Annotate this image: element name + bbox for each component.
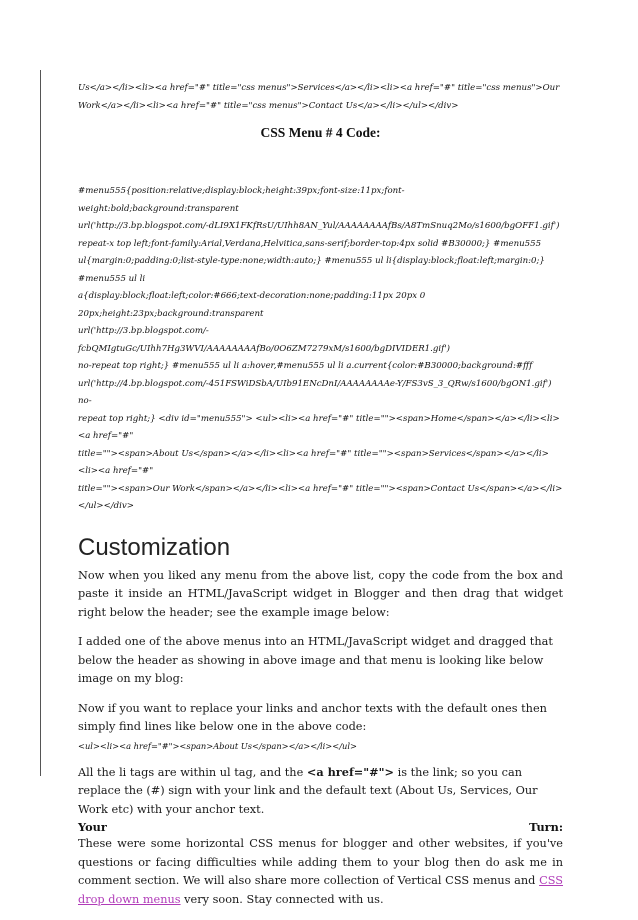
code-line: Us</a></li><li><a href="#" title="css menus">Services</a></li><li><a href="#" title="css menus">Our	[78, 83, 560, 93]
code-snippet-top	[78, 80, 563, 115]
anchor-tag-code: <a href="#">	[306, 764, 394, 779]
code-line: title=""><span>About Us</span></a></li><li><a href="#" title=""><span>Services</span></a></li><li><a href="#"	[78, 448, 549, 476]
your-turn-right: Turn:	[529, 820, 563, 834]
paragraph-li-tags	[78, 763, 563, 820]
code-line: ul{margin:0;padding:0;list-style-type:none;width:auto;} #menu555 ul li{display:block;float:left;margin:0;} #menu555 ul li	[78, 256, 545, 284]
paragraph-replace-links: Now if you want to replace your links and anchor texts with the default ones then simply find lines like below one in the above code:	[78, 701, 547, 733]
code-line: a{display:block;float:left;color:#666;text-decoration:none;padding:11px 20px 0 20px;height:23px;background:transparent	[78, 291, 426, 319]
code-line: url('http://3.bp.blogspot.com/-dLI9X1FKfRsU/UIhh8AN_Yul/AAAAAAAAfBs/A8TmSnuq2Mo/s1600/bgOFF1.gif')	[78, 221, 560, 231]
code-line: Work</a></li><li><a href="#" title="css menus">Contact Us</a></li></ul></div>	[78, 100, 459, 111]
code-line: title=""><span>Our Work</span></a></li><li><a href="#" title=""><span>Contact Us</span></a></li></ul></div>	[78, 483, 563, 511]
paragraph-text: These were some horizontal CSS menus for blogger and other websites, if you've questions or facing difficulties while adding them to your blog then do ask me in comment section. We will also share more collection of Vertical CSS menus and	[78, 837, 563, 887]
paragraph-added-menu: I added one of the above menus into an HTML/JavaScript widget and dragged that below the header as showing in above image and that menu is looking like below image on my blog:	[78, 635, 553, 685]
customization-heading: Customization	[78, 533, 231, 561]
paragraph-text: is the link; so you can replace the (#) sign with your link and the default text (About Us, Services, Our Work etc) with your anchor text.	[78, 765, 538, 816]
css-drop-down-menus-link[interactable]: CSS drop down menus	[78, 874, 563, 906]
left-margin-rule	[40, 70, 41, 776]
your-turn-heading	[78, 819, 563, 835]
code-line: url('http://3.bp.blogspot.com/-fcbQMIgtuGc/UIhh7Hg3WVI/AAAAAAAAfBo/0O6ZM7279xM/s1600/bgDIVIDER1.gif')	[78, 326, 451, 354]
your-turn-left: Your	[78, 820, 107, 834]
code-line: url('http://4.bp.blogspot.com/-451FSWiDSbA/UIb91ENcDnI/AAAAAAAAe-Y/FS3vS_3_QRw/s1600/bgON1.gif') no-	[78, 378, 552, 406]
paragraph-closing	[78, 835, 563, 909]
paragraph-copy-code: Now when you liked any menu from the above list, copy the code from the box and paste it inside an HTML/JavaScript widget in Blogger and then drag that widget right below the header; see the example image below:	[78, 568, 563, 619]
code-line: repeat-x top left;font-family:Arial,Verdana,Helvitica,sans-serif;border-top:4px solid #B30000;} #menu555	[78, 238, 542, 249]
paragraph-text: All the li tags are within ul tag, and the	[78, 765, 307, 779]
paragraph-text: very soon. Stay connected with us.	[180, 892, 384, 906]
code-line: no-repeat top right;} #menu555 ul li a:hover,#menu555 ul li a.current{color:#B30000;background:#fff	[78, 361, 533, 371]
css-menu-heading: CSS Menu # 4 Code:	[260, 125, 381, 140]
code-line: repeat top right;} <div id="menu555"> <ul><li><a href="#" title=""><span>Home</span></a></li><li><a href="#"	[78, 413, 560, 441]
code-line: #menu555{position:relative;display:block;height:39px;font-size:11px;font-weight:bold;background:transparent	[78, 186, 405, 214]
example-code-line: <ul><li><a href="#"><span>About Us</span></a></li></ul>	[78, 740, 357, 751]
page-content	[78, 80, 563, 920]
css-code-block	[78, 183, 563, 516]
